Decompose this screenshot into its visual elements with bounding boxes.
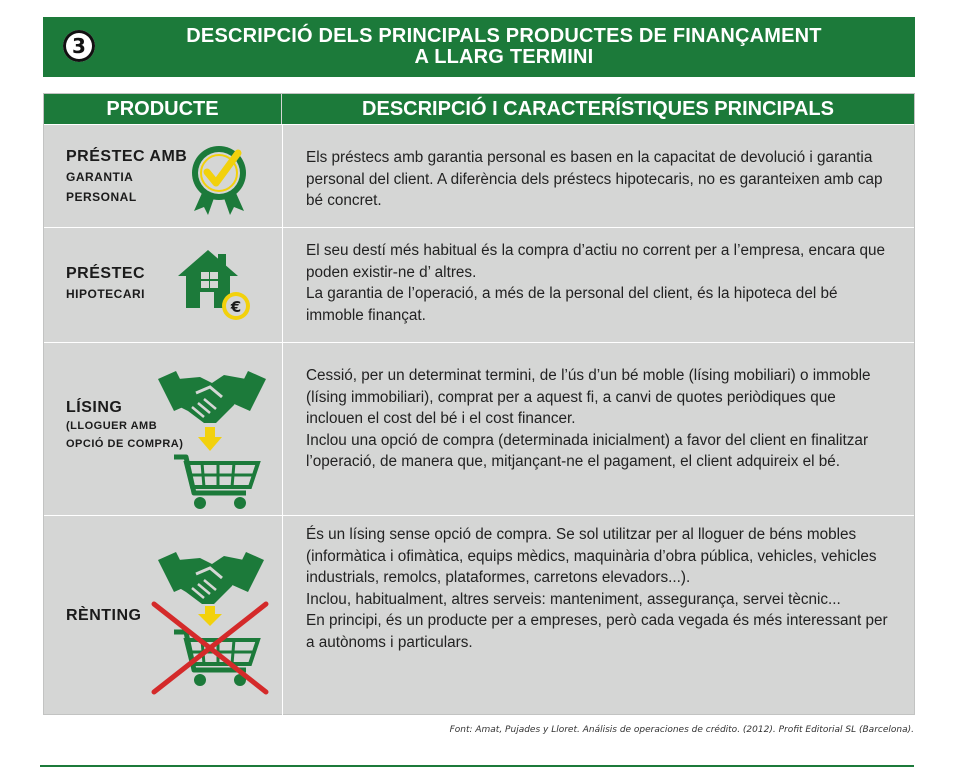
product-name-line: PRÉSTEC AMB bbox=[66, 148, 188, 165]
description-paragraph: En principi, és un producte per a empreses, però cada vegada és més interessant per a autònoms i particulars. bbox=[306, 612, 888, 651]
page-title bbox=[133, 26, 875, 68]
table-row bbox=[44, 515, 914, 715]
product-name bbox=[66, 264, 145, 304]
products-table bbox=[43, 93, 915, 715]
title-line-1: DESCRIPCIÓ DELS PRINCIPALS PRODUCTES DE FINANÇAMENT bbox=[186, 25, 822, 47]
description-paragraph: El seu destí més habitual és la compra d’actiu no corrent per a l’empresa, encara que poden existir-ne d’ altres. bbox=[306, 242, 886, 281]
product-name-line: HIPOTECARI bbox=[66, 287, 146, 301]
checkmark-badge-icon bbox=[184, 143, 254, 215]
product-description bbox=[306, 524, 896, 653]
description-paragraph: Inclou una opció de compra (determinada inicialment) a favor del client en finalitzar l’operació, de manera que, mitjançant-ne el pagament, el client adquireix el bé. bbox=[306, 431, 869, 470]
product-name-line: GARANTIA bbox=[66, 170, 134, 184]
description-paragraph: Els préstecs amb garantia personal es basen en la capacitat de devolució i garantia personal del client. A diferència dels préstecs hipotecaris, no es garanteixen amb cap bé concret. bbox=[306, 149, 883, 209]
product-name-line: (LLOGUER AMB bbox=[66, 420, 158, 432]
title-line-2: A LLARG TERMINI bbox=[414, 46, 594, 68]
house-euro-icon bbox=[170, 246, 256, 326]
svg-text:€: € bbox=[230, 298, 242, 316]
header-product: PRODUCTE bbox=[44, 94, 282, 124]
product-description bbox=[306, 240, 896, 326]
product-name bbox=[66, 147, 187, 207]
product-name-line: RÈNTING bbox=[66, 607, 142, 624]
section-number-badge: 3 bbox=[63, 30, 95, 62]
product-description bbox=[306, 147, 896, 212]
description-paragraph: És un lísing sense opció de compra. Se sol utilitzar per al lloguer de béns mobles (informàtica i ofimàtica, equips mèdics, maquinària d’obra pública, vehicles, vehicles industrials, remolcs, plataformes, carretons elevadors...). bbox=[306, 526, 877, 586]
product-name-line: PRÉSTEC bbox=[66, 265, 146, 282]
handshake-cart-icon bbox=[152, 365, 272, 513]
product-name bbox=[66, 606, 142, 626]
product-name-line: LÍSING bbox=[66, 399, 123, 416]
table-header bbox=[44, 94, 914, 124]
table-row bbox=[44, 342, 914, 515]
description-paragraph: Cessió, per un determinat termini, de l’ús d’un bé moble (lísing mobiliari) o immoble (lísing immobiliari), comprat per a aquest fi, a canvi de quotes periòdiques que inclouen el cost del bé i el cost financer. bbox=[306, 367, 871, 427]
table-row bbox=[44, 124, 914, 227]
product-name-line: PERSONAL bbox=[66, 190, 137, 204]
title-banner bbox=[43, 17, 915, 77]
description-paragraph: La garantia de l’operació, a més de la personal del client, és la hipoteca del bé immoble finançat. bbox=[306, 285, 838, 324]
source-citation: Font: Amat, Pujades y Lloret. Análisis de operaciones de crédito. (2012). Profit Editorial SL (Barcelona). bbox=[449, 725, 914, 735]
handshake-crossed-cart-icon bbox=[148, 546, 272, 696]
product-description bbox=[306, 365, 896, 473]
bottom-divider bbox=[40, 765, 914, 767]
table-row bbox=[44, 227, 914, 342]
description-paragraph: Inclou, habitualment, altres serveis: manteniment, assegurança, servei tècnic... bbox=[306, 590, 841, 608]
product-name-line: OPCIÓ DE COMPRA) bbox=[66, 438, 184, 450]
header-description: DESCRIPCIÓ I CARACTERÍSTIQUES PRINCIPALS bbox=[362, 97, 834, 120]
